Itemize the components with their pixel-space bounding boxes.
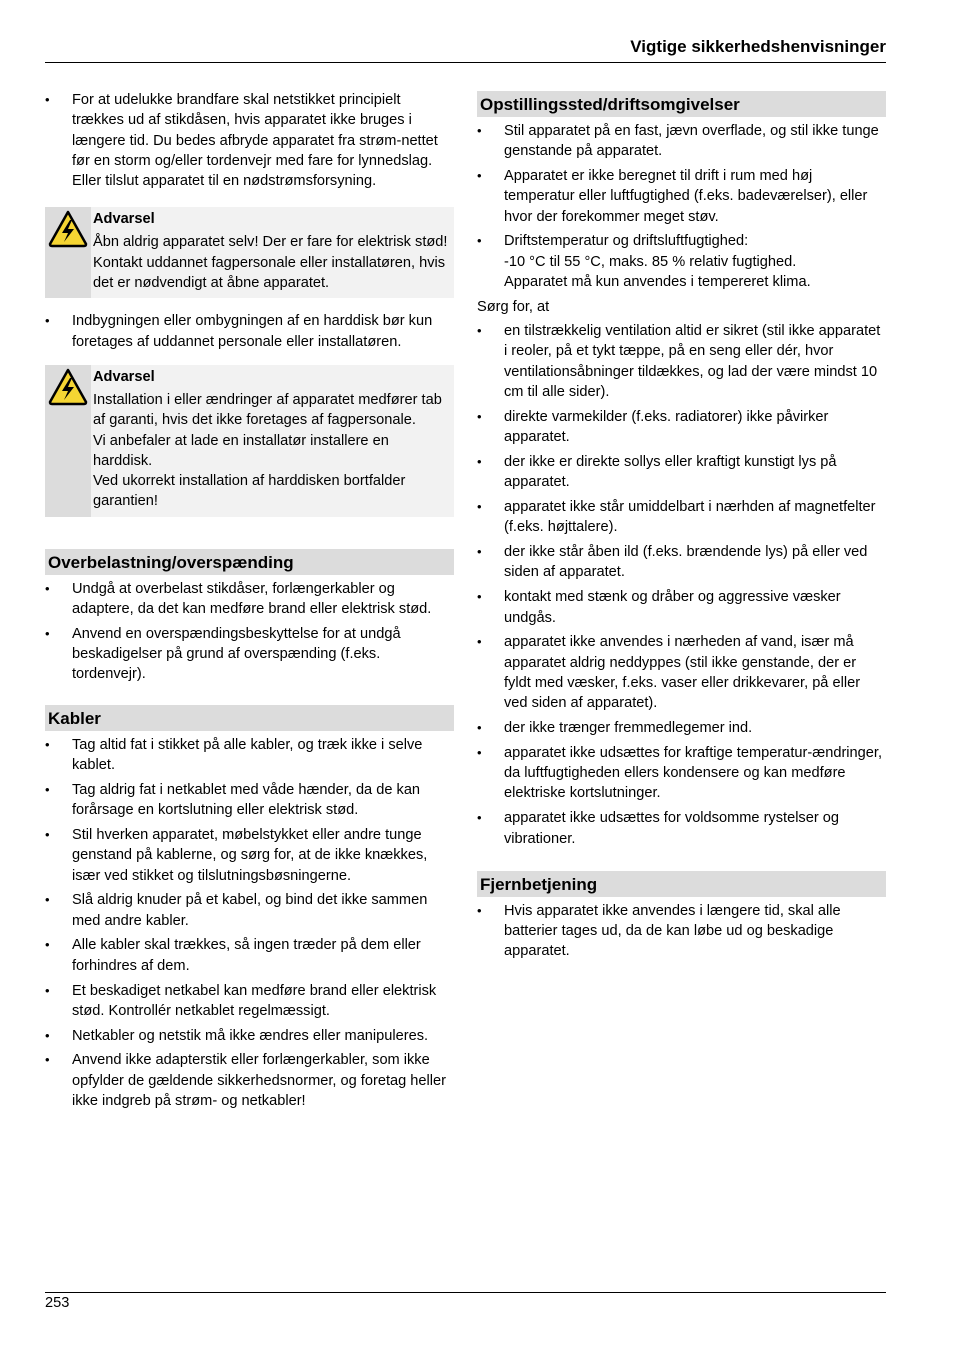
list-item: • For at udelukke brandfare skal netstikket principielt trækkes ud af stikdåsen, hvis apparatet ikke bruges i længere tid. Du bedes afbryde apparatet fra strøm-nettet før en storm og/eller tordenvejr med fare for lynnedslag. Eller tilslut apparatet til en nødstrømsforsyning. (45, 90, 454, 191)
header-rule (45, 62, 886, 63)
warning-line: Installation i eller ændringer af apparatet medfører tab af garanti, hvis det ikke foretages af fagpersonale. (93, 391, 442, 429)
list-item: • apparatet ikke anvendes i nærheden af vand, især må apparatet aldrig neddyppes (stil ikke genstande, der er fyldt med væsker, f.eks. vaser eller drikkevarer, på eller ved siden af apparatet). (477, 632, 886, 713)
list-item: • Slå aldrig knuder på et kabel, og bind det ikke sammen med andre kabler. (45, 890, 454, 931)
list-item: • Tag altid fat i stikket på alle kabler, og træk ikke i selve kablet. (45, 735, 454, 776)
page-header-title: Vigtige sikkerhedshenvisninger (630, 37, 886, 56)
list-item: • en tilstrækkelig ventilation altid er sikret (stil ikke apparatet i reoler, på et tykt tæppe, på en seng eller dér, hvor ventilationsåbninger tildækkes, og lad der være mindst 10 cm til alle sider). (477, 321, 886, 402)
list-item: • apparatet ikke udsættes for voldsomme rystelser og vibrationer. (477, 808, 886, 849)
warning-box (45, 207, 454, 298)
temp-line: Apparatet må kun anvendes i tempereret klima. (504, 274, 811, 291)
list-item: • Alle kabler skal trækkes, så ingen træder på dem eller forhindres af dem. (45, 935, 454, 976)
list-item (477, 231, 886, 292)
list-item: • der ikke er direkte sollys eller kraftigt kunstigt lys på apparatet. (477, 452, 886, 493)
list-item: • Indbygningen eller ombygningen af en harddisk bør kun foretages af uddannet personale eller installatøren. (45, 311, 454, 352)
cables-list (45, 735, 454, 1112)
section-heading-overload: Overbelastning/overspænding (45, 549, 454, 575)
overload-list (45, 579, 454, 685)
location-list (477, 121, 886, 292)
warning-line: Kontakt uddannet fagpersonale eller installatøren, hvis det er nødvendigt at åbne apparatet. (93, 254, 446, 292)
left-column (45, 90, 454, 1116)
remote-list (477, 901, 886, 962)
electric-hazard-icon (48, 210, 88, 248)
list-item: • Hvis apparatet ikke anvendes i længere tid, skal alle batterier tages ud, da de kan løbe ud og beskadige apparatet. (477, 901, 886, 962)
warning-text (91, 365, 454, 517)
warning-box (45, 365, 454, 517)
right-column (477, 91, 886, 966)
section-heading-cables: Kabler (45, 705, 454, 731)
warning-text (91, 207, 454, 298)
section-heading-location: Opstillingssted/driftsomgivelser (477, 91, 886, 117)
list-item: • Tag aldrig fat i netkablet med våde hænder, da de kan forårsage en kortslutning eller elektrisk stød. (45, 780, 454, 821)
list-item: • Netkabler og netstik må ikke ændres eller manipuleres. (45, 1026, 454, 1046)
list-item: • Anvend ikke adapterstik eller forlængerkabler, som ikke opfylder de gældende sikkerhedsnormer, og foretag heller ikke indgreb på strøm- og netkabler! (45, 1050, 454, 1111)
temp-line: • Driftstemperatur og driftsluftfugtighed: (504, 233, 749, 250)
list-item: • apparatet ikke udsættes for kraftige temperatur-ændringer, da luftfugtigheden ellers kondensere og kan medføre elektriske kortslutninger. (477, 743, 886, 804)
section-heading-remote: Fjernbetjening (477, 871, 886, 897)
list-item: • Stil apparatet på en fast, jævn overflade, og stil ikke tunge genstande på apparatet. (477, 121, 886, 162)
list-item: • Anvend en overspændingsbeskyttelse for at undgå beskadigelser på grund af overspænding (f.eks. tordenvejr). (45, 624, 454, 685)
ensure-label: Sørg for, at (477, 298, 550, 315)
warning-line: Ved ukorrekt installation af harddisken bortfalder garantien! (93, 473, 406, 510)
ensure-list (477, 321, 886, 849)
page-number: 253 (45, 1295, 70, 1311)
list-item: • der ikke står åben ild (f.eks. brændende lys) på eller ved siden af apparatet. (477, 542, 886, 583)
list-item: • apparatet ikke står umiddelbart i nærhden af magnetfelter (f.eks. højttalere). (477, 497, 886, 538)
warning-icon-cell (45, 207, 91, 298)
intro-list (45, 90, 454, 191)
list-item: • Stil hverken apparatet, møbelstykket eller andre tunge genstand på kablerne, og sørg for, at de ikke knækkes, især ved stikket og tilslutningsbøsningerne. (45, 825, 454, 886)
warning-line: Åbn aldrig apparatet selv! Der er fare for elektrisk stød! (93, 234, 448, 251)
list-item: • der ikke trænger fremmedlegemer ind. (477, 718, 886, 738)
mid-list (45, 311, 454, 352)
warning-line: Vi anbefaler at lade en installatør installere en harddisk. (93, 432, 389, 469)
footer-rule (45, 1292, 886, 1293)
electric-hazard-icon (48, 368, 88, 406)
list-item: • direkte varmekilder (f.eks. radiatorer) ikke påvirker apparatet. (477, 407, 886, 448)
warning-title: Advarsel (93, 368, 155, 385)
warning-icon-cell (45, 365, 91, 517)
list-item: • Apparatet er ikke beregnet til drift i rum med høj temperatur eller luftfugtighed (f.eks. badeværelser), eller hvor der forekommer meget støv. (477, 166, 886, 227)
list-item: • Et beskadiget netkabel kan medføre brand eller elektrisk stød. Kontrollér netkablet regelmæssigt. (45, 981, 454, 1022)
temp-line: -10 °C til 55 °C, maks. 85 % relativ fugtighed. (504, 253, 797, 270)
list-item: • Undgå at overbelast stikdåser, forlængerkabler og adaptere, da det kan medføre brand eller elektrisk stød. (45, 579, 454, 620)
warning-title: Advarsel (93, 211, 155, 228)
list-item: • kontakt med stænk og dråber og aggressive væsker undgås. (477, 587, 886, 628)
